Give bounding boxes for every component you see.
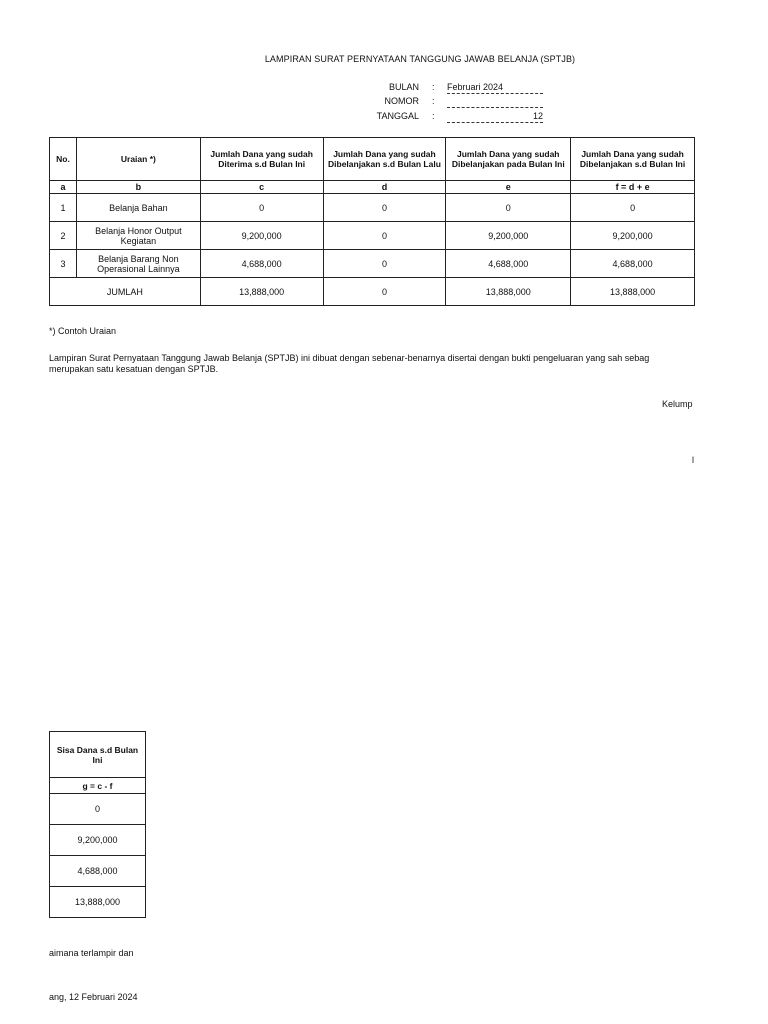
header-uraian: Uraian *) bbox=[76, 138, 200, 181]
total-value: 13,888,000 bbox=[571, 278, 695, 306]
header-dibelanjakan-lalu: Jumlah Dana yang sudah Dibelanjakan s.d Bulan Lalu bbox=[323, 138, 446, 181]
code-cell: b bbox=[76, 181, 200, 194]
row-value: 0 bbox=[323, 194, 446, 222]
uraian-note: *) Contoh Uraian bbox=[49, 326, 117, 336]
row-no: 3 bbox=[50, 250, 77, 278]
sisa-dana-header: Sisa Dana s.d Bulan Ini bbox=[50, 732, 146, 778]
document-title: LAMPIRAN SURAT PERNYATAAN TANGGUNG JAWAB BELANJA (SPTJB) bbox=[264, 54, 576, 64]
sisa-dana-value: 4,688,000 bbox=[50, 856, 146, 887]
paragraph-line-1: Lampiran Surat Pernyataan Tanggung Jawab Belanja (SPTJB) ini dibuat dengan sebenar-benarnya disertai dengan bukti pengeluaran yang sah sebag bbox=[49, 353, 650, 363]
header-dibelanjakan-sd-bulan-ini: Jumlah Dana yang sudah Dibelanjakan s.d Bulan Ini bbox=[571, 138, 695, 181]
code-cell: e bbox=[446, 181, 571, 194]
header-dibelanjakan-bulan-ini: Jumlah Dana yang sudah Dibelanjakan pada Bulan Ini bbox=[446, 138, 571, 181]
tanggal-label: TANGGAL bbox=[376, 111, 419, 121]
right-fragment: l bbox=[692, 455, 694, 465]
date-place-fragment: ang, 12 Februari 2024 bbox=[49, 992, 138, 1002]
paragraph-continuation: aimana terlampir dan bbox=[49, 948, 134, 958]
row-uraian: Belanja Barang Non Operasional Lainnya bbox=[76, 250, 200, 278]
nomor-value bbox=[447, 96, 543, 108]
total-value: 13,888,000 bbox=[446, 278, 571, 306]
row-value: 9,200,000 bbox=[571, 222, 695, 250]
sisa-dana-value: 13,888,000 bbox=[50, 887, 146, 918]
nomor-label: NOMOR bbox=[384, 96, 419, 106]
code-cell: d bbox=[323, 181, 446, 194]
row-value: 4,688,000 bbox=[446, 250, 571, 278]
sptjb-table bbox=[49, 137, 695, 306]
header-row bbox=[50, 138, 695, 181]
code-cell: f = d + e bbox=[571, 181, 695, 194]
code-row bbox=[50, 181, 695, 194]
row-value: 0 bbox=[571, 194, 695, 222]
row-value: 0 bbox=[200, 194, 323, 222]
row-uraian: Belanja Bahan bbox=[76, 194, 200, 222]
total-value: 13,888,000 bbox=[200, 278, 323, 306]
sisa-dana-table bbox=[49, 731, 146, 918]
total-label: JUMLAH bbox=[50, 278, 201, 306]
bulan-colon: : bbox=[432, 82, 435, 92]
row-uraian: Belanja Honor Output Kegiatan bbox=[76, 222, 200, 250]
code-cell: a bbox=[50, 181, 77, 194]
row-value: 9,200,000 bbox=[200, 222, 323, 250]
total-row bbox=[50, 278, 695, 306]
tanggal-value: 12 bbox=[447, 111, 543, 123]
row-value: 9,200,000 bbox=[446, 222, 571, 250]
bulan-value: Februari 2024 bbox=[447, 82, 543, 94]
bulan-label: BULAN bbox=[388, 82, 419, 92]
code-cell: c bbox=[200, 181, 323, 194]
header-no: No. bbox=[50, 138, 77, 181]
row-value: 0 bbox=[323, 222, 446, 250]
table-row bbox=[50, 194, 695, 222]
tanggal-colon: : bbox=[432, 111, 435, 121]
paragraph-line-2: merupakan satu kesatuan dengan SPTJB. bbox=[49, 364, 219, 374]
sisa-dana-value: 0 bbox=[50, 794, 146, 825]
row-value: 0 bbox=[323, 250, 446, 278]
sisa-dana-value: 9,200,000 bbox=[50, 825, 146, 856]
row-no: 2 bbox=[50, 222, 77, 250]
kelompok-fragment: Kelump bbox=[662, 399, 693, 409]
nomor-colon: : bbox=[432, 96, 435, 106]
row-value: 4,688,000 bbox=[571, 250, 695, 278]
row-value: 0 bbox=[446, 194, 571, 222]
table-row bbox=[50, 222, 695, 250]
total-value: 0 bbox=[323, 278, 446, 306]
header-diterima: Jumlah Dana yang sudah Diterima s.d Bulan Ini bbox=[200, 138, 323, 181]
table-row bbox=[50, 250, 695, 278]
row-value: 4,688,000 bbox=[200, 250, 323, 278]
row-no: 1 bbox=[50, 194, 77, 222]
sisa-dana-code: g = c - f bbox=[50, 778, 146, 794]
